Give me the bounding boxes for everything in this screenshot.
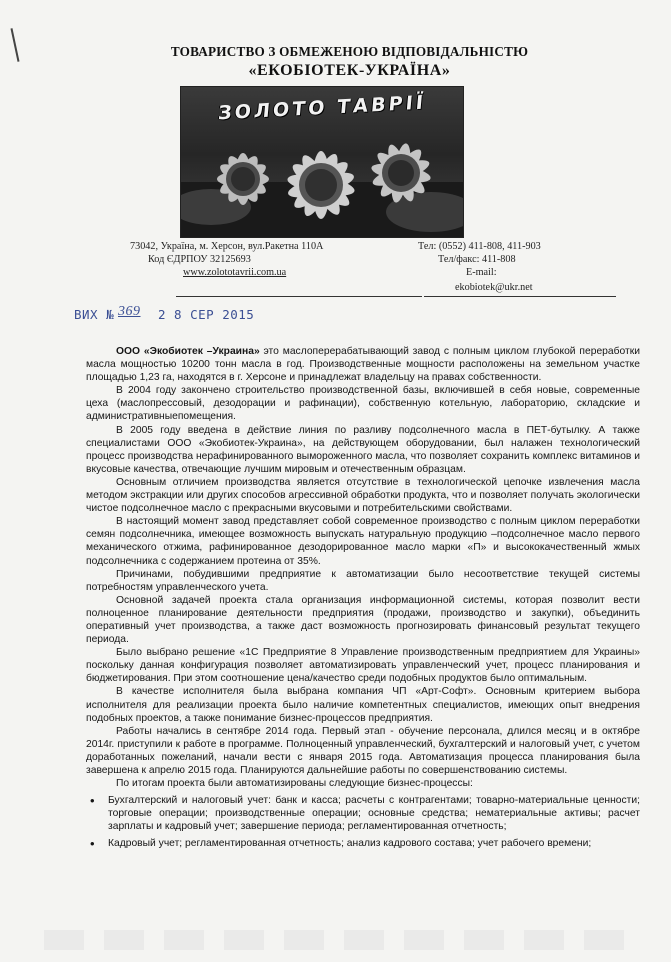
- paragraph-2: В 2004 году закончено строительство производственной базы, включившей в себя новые, современные цеха (маслопрессовый, дезодорации и рафинации), собственную котельную, лабораторию, складские и административныепомещения.: [86, 385, 640, 423]
- list-item: • Бухгалтерский и налоговый учет: банк и касса; расчеты с контрагентами; товарно-материальные ценности; торговые операции; производственные операции; основные средства; нематериальные активы; расчет зарплаты и кадровый учет; завершение периода; регламентированная отчетность;: [108, 794, 640, 833]
- process-list: [86, 794, 640, 850]
- paragraph-5: В настоящий момент завод представляет собой современное производство с полным циклом переработки семян подсолнечника, имеющее возможность выпускать натуральную продукцию –подсолнечное масло первого механического отжима, рафинированное дезодорированное масло марки «П» и высококачественный жмых подсолнечника с содержанием протеина от 35%.: [86, 516, 640, 567]
- paragraph-3: В 2005 году введена в действие линия по разливу подсолнечного масла в ПЕТ-бутылку. А также специалистами ООО «Экобиотек-Украина», на действующем оборудовании, был налажен технологический процесс производства нерафинированного вымороженного масла, что позволяет сохранить комплекс витаминов и вкусовые качества, отвечающие лучшим мировым и отечественным образцам.: [86, 424, 640, 475]
- telfax-number: Тел/факс: 411-808: [438, 254, 516, 265]
- rule-left: [176, 296, 422, 297]
- email-address[interactable]: ekobiotek@ukr.net: [455, 282, 533, 293]
- logo-title: ЗОЛОТО ТАВРІЇ: [217, 91, 427, 125]
- rule-right: [424, 296, 616, 297]
- letter-body: [86, 345, 640, 851]
- paragraph-6: Причинами, побудившими предприятие к автоматизации было несоответствие текущей системы потребностям управленческого учета.: [86, 568, 640, 593]
- edrpou-code: Код ЄДРПОУ 32125693: [148, 254, 251, 265]
- paragraph-7: Основной задачей проекта стала организация информационной системы, которая позволит вести полноценное планирование деятельности предприятия (продажи, производство и закупки), объединить оперативный учет производства, а также даст возможность прогнозировать финансовый результат текущего периода.: [86, 594, 640, 646]
- company-logo: [180, 86, 464, 238]
- email-label: E-mail:: [466, 267, 497, 278]
- address: 73042, Україна, м. Херсон, вул.Ракетна 110А: [130, 241, 324, 252]
- phone-numbers: Тел: (0552) 411-808, 411-903: [418, 241, 541, 252]
- outgoing-number: 369: [118, 304, 141, 319]
- bleed-through-text: [44, 930, 644, 950]
- paragraph-4: Основным отличием производства является отсутствие в технологической цепочке извлечения масла методом экстракции или других способов агрессивной обработки продукта, что и позволяет получать экологически чистое подсолнечное масло с прекрасными вкусовыми и потребительскими свойствами.: [86, 476, 640, 515]
- company-name: ООО «Экобиотек –Украина»: [116, 346, 260, 357]
- paragraph-1: [86, 345, 640, 384]
- paragraph-1-text: это маслоперерабатывающий завод с полным циклом глубокой переработки масла мощностью 10200 тонн масла в год. Производственные мощности расположены на земельном участке площадью 1,23 га, находятся в г. Херсоне и принадлежат владельцу на правах собственности.: [86, 346, 640, 384]
- outgoing-date: 2 8 СЕР 2015: [158, 307, 255, 322]
- website-link[interactable]: www.zolototavrii.com.ua: [183, 267, 287, 278]
- list-item: • Кадровый учет; регламентированная отчетность; анализ кадрового состава; учет рабочего времени;: [108, 837, 640, 850]
- paragraph-9: В качестве исполнителя была выбрана компания ЧП «Арт-Софт». Основным критерием выбора исполнителя для реализации проекта было наличие компетентных специалистов, имеющих опыт внедрения подобных проектов, а также понимание бизнес-процессов предприятия.: [86, 686, 640, 724]
- paragraph-8: Было выбрано решение «1С Предприятие 8 Управление производственным предприятием для Украины» поскольку данная конфигурация позволяет автоматизировать управленческий учет, процесс планирования и бюджетирования. При этом соотношение цена/качество среди подобных продуктов было оптимальным.: [86, 647, 640, 685]
- paragraph-10: Работы начались в сентябре 2014 года. Первый этап - обучение персонала, длился месяц и в октябре 2014г. приступили к работе в программе. Полноценный управленческий, бухгалтерский и налоговый учет, с учетом доработанных пожеланий, начали вести с января 2015 года. Автоматизация процесса планирования была завершена к апрелю 2015 года. Планируются дальнейшие работы по совершенствованию системы.: [86, 725, 640, 776]
- org-name-line2: «ЕКОБІОТЕК-УКРАЇНА»: [248, 62, 451, 79]
- outgoing-stamp-prefix: ВИХ №: [74, 307, 115, 322]
- org-name-line1: ТОВАРИСТВО З ОБМЕЖЕНОЮ ВІДПОВІДАЛЬНІСТЮ: [170, 44, 529, 59]
- paragraph-11: По итогам проекта были автоматизированы следующие бизнес-процессы:: [116, 778, 473, 790]
